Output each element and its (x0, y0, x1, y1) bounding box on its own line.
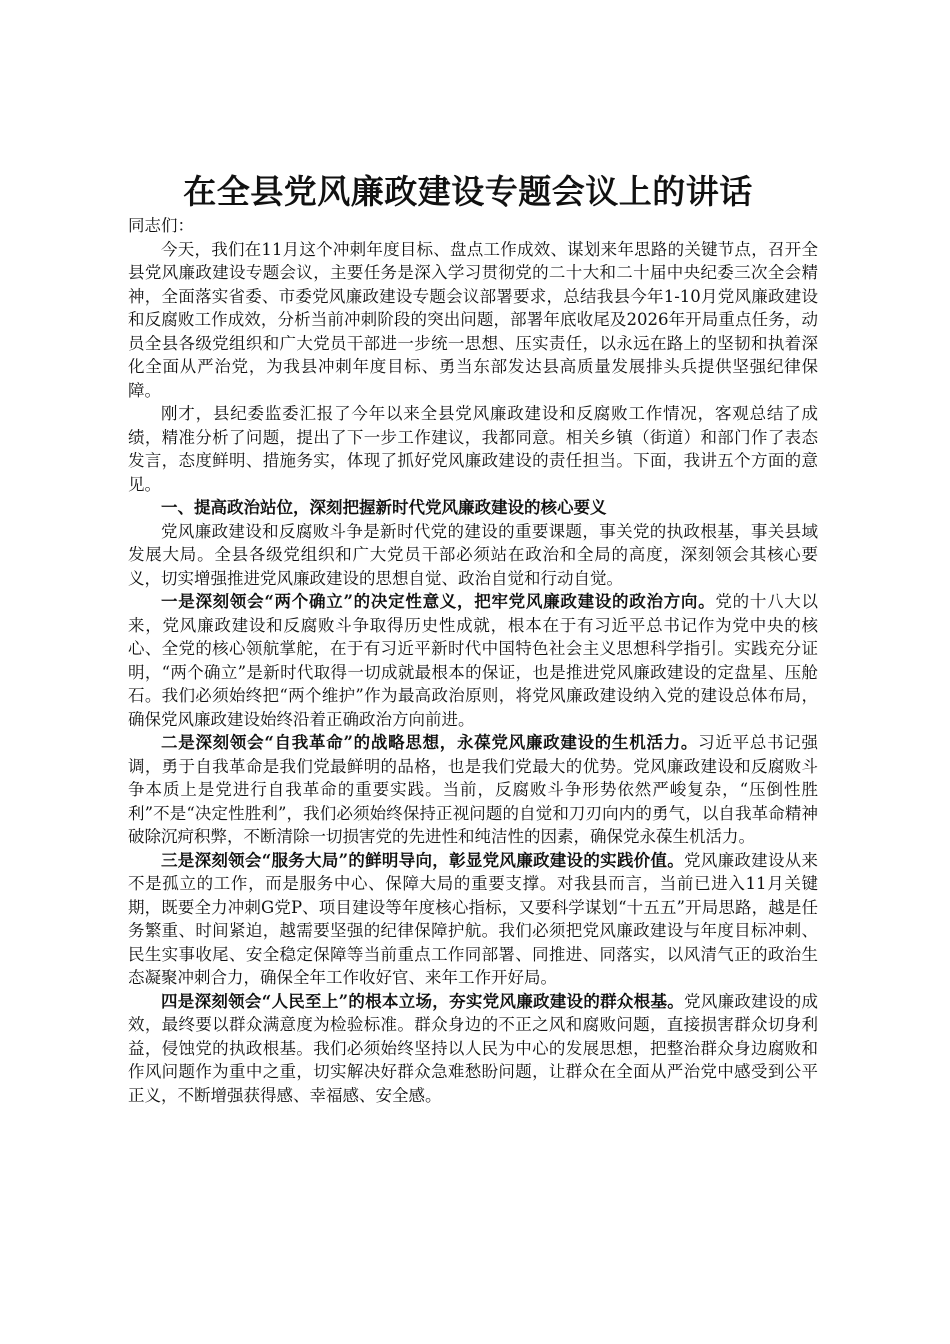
point-body-4: 党风廉政建设的成效，最终要以群众满意度为检验标准。群众身边的不正之风和腐败问题，直接损害群众切身利益，侵蚀党的执政根基。我们必须始终坚持以人民为中心的发展思想，把整治群众身边腐败和作风问题作为重中之重，切实解决好群众急难愁盼问题，让群众在全面从严治党中感受到公平正义，不断增强获得感、幸福感、安全感。 (128, 991, 819, 1105)
point-lead-4: 四是深刻领会“人民至上”的根本立场，夯实党风廉政建设的群众根基。 (161, 991, 685, 1011)
point-body-3: 党风廉政建设从来不是孤立的工作，而是服务中心、保障大局的重要支撑。对我县而言，当前已进入11月关键期，既要全力冲刺G党P、项目建设等年度核心指标，又要科学谋划“十五五”开局思路，越是任务繁重、时间紧迫，越需要坚强的纪律保障护航。我们必须把党风廉政建设与年度目标冲刺、民生实事收尾、安全稳定保障等当前重点工作同部署、同推进、同落实，以风清气正的政治生态凝聚冲刺合力，确保全年工作收好官、来年工作开好局。 (128, 850, 819, 987)
point-paragraph-3 (128, 849, 818, 990)
document-page (128, 170, 818, 1107)
point-body-1: 党的十八大以来，党风廉政建设和反腐败斗争取得历史性成就，根本在于有习近平总书记作为党中央的核心、全党的核心领航掌舵，在于有习近平新时代中国特色社会主义思想科学指引。实践充分证明，“两个确立”是新时代取得一切成就最根本的保证，也是推进党风廉政建设的定盘星、压舱石。我们必须始终把“两个维护”作为最高政治原则，将党风廉政建设纳入党的建设总体布局，确保党风廉政建设始终沿着正确政治方向前进。 (128, 592, 819, 729)
point-lead-1: 一是深刻领会“两个确立”的决定性意义，把牢党风廉政建设的政治方向。 (161, 592, 716, 611)
section-1-heading: 一、提高政治站位，深刻把握新时代党风廉政建设的核心要义 (161, 498, 607, 517)
document-title: 在全县党风廉政建设专题会议上的讲话 (183, 172, 753, 211)
point-lead-2: 二是深刻领会“自我革命”的战略思想，永葆党风廉政建设的生机活力。 (161, 733, 699, 752)
point-paragraph-4 (128, 990, 818, 1108)
salutation: 同志们： (128, 216, 194, 235)
section-1-intro: 党风廉政建设和反腐败斗争是新时代党的建设的重要课题，事关党的执政根基，事关县域发展大局。全县各级党组织和广大党员干部必须站在政治和全局的高度，深刻领会其核心要义，切实增强推进党风廉政建设的思想自觉、政治自觉和行动自觉。 (128, 521, 818, 588)
point-body-2: 习近平总书记强调，勇于自我革命是我们党最鲜明的品格，也是我们党最大的优势。党风廉政建设和反腐败斗争本质上是党进行自我革命的重要实践。当前，反腐败斗争形势依然严峻复杂，“压倒性胜利”不是“决定性胜利”，我们必须始终保持正视问题的自觉和刀刃向内的勇气，以自我革命精神破除沉疴积弊，不断清除一切损害党的先进性和纯洁性的因素，确保党永葆生机活力。 (128, 733, 819, 846)
intro-paragraph-2: 刚才，县纪委监委汇报了今年以来全县党风廉政建设和反腐败工作情况，客观总结了成绩，精准分析了问题，提出了下一步工作建议，我都同意。相关乡镇（街道）和部门作了表态发言，态度鲜明、措施务实，体现了抓好党风廉政建设的责任担当。下面，我讲五个方面的意见。 (128, 404, 818, 494)
intro-paragraph-1: 今天，我们在11月这个冲刺年度目标、盘点工作成效、谋划来年思路的关键节点，召开全县党风廉政建设专题会议，主要任务是深入学习贯彻党的二十大和二十届中央纪委三次全会精神，全面落实省委、市委党风廉政建设专题会议部署要求，总结我县今年1-10月党风廉政建设和反腐败工作成效，分析当前冲刺阶段的突出问题，部署年底收尾及2026年开局重点任务，动员全县各级党组织和广大党员干部进一步统一思想、压实责任，以永远在路上的坚韧和执着深化全面从严治党，为我县冲刺年度目标、勇当东部发达县高质量发展排头兵提供坚强纪律保障。 (128, 239, 818, 400)
point-paragraph-2 (128, 731, 818, 849)
point-lead-3: 三是深刻领会“服务大局”的鲜明导向，彰显党风廉政建设的实践价值。 (161, 850, 685, 870)
point-paragraph-1 (128, 590, 818, 731)
